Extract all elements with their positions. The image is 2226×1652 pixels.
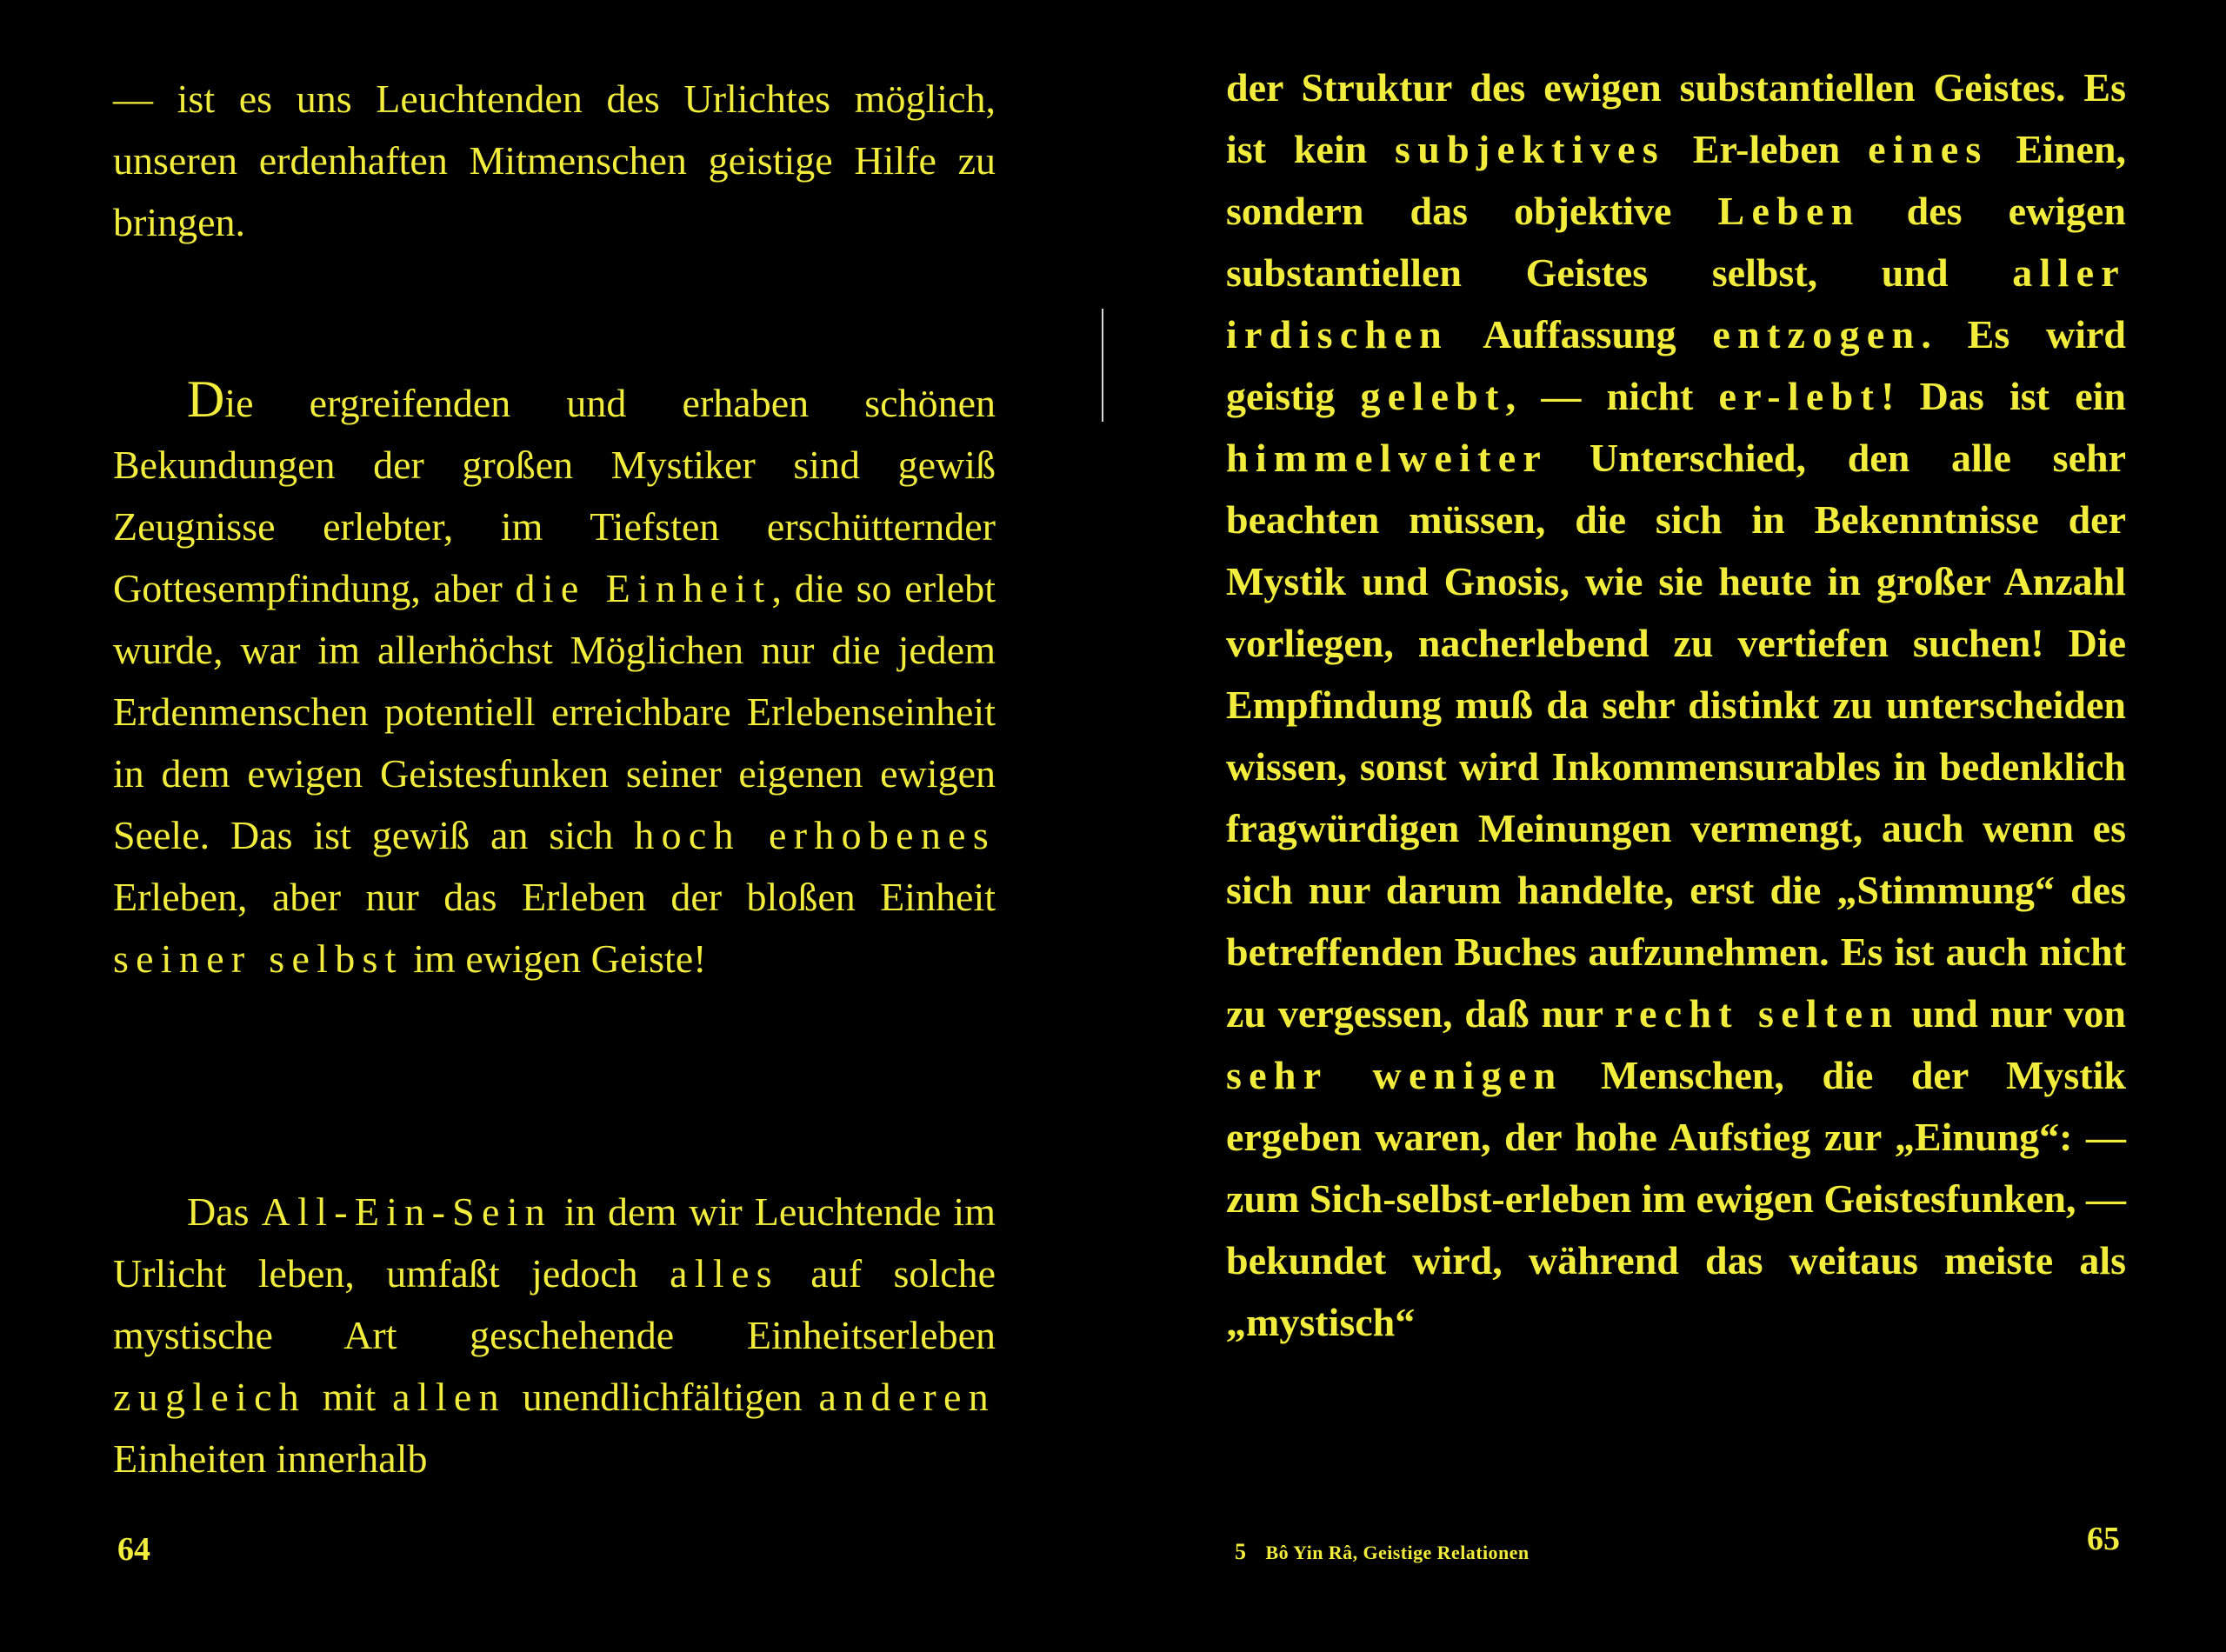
left-p2-spaced-3: seiner selbst [113, 936, 403, 981]
left-p2-spaced-1: die Einheit [515, 566, 772, 610]
right-paragraph-1-text [1226, 57, 2126, 1353]
right-p1-part-10: und nur von [1899, 991, 2126, 1036]
left-paragraph-2 [113, 372, 996, 989]
right-p1-part-9: Unterschied, den alle sehr beachten müssen, die sich in Bekenntnisse der Mystik und Gnosis, wie sie heute in großer Anzahl vorliegen, nacherlebend zu vertiefen suchen! Die Empfindung muß da sehr distinkt zu unterscheiden wissen, sonst wird Inkommensurables in bedenklich fragwürdigen Meinungen vermengt, auch wenn es sich nur darum handelte, erst die „Stimmung“ des betreffenden Buches aufzunehmen. Es ist auch nicht zu vergessen, daß nur [1226, 436, 2126, 1036]
right-p1-spaced-5: entzogen [1712, 312, 1922, 356]
left-paragraph-1 [113, 68, 996, 253]
right-p1-part-7: , — nicht [1505, 374, 1719, 418]
page-number-left: 64 [117, 1531, 150, 1568]
right-p1-spaced-7: er-lebt [1718, 374, 1882, 418]
left-paragraph-2-text [113, 372, 996, 989]
left-paragraph-3 [113, 1181, 996, 1489]
right-p1-part-6: . Es wird geistig [1226, 312, 2126, 418]
right-p1-spaced-3: Leben [1717, 189, 1861, 233]
signature-line [1235, 1539, 1530, 1565]
left-p2-part-2: , die so erlebt wurde, war im allerhöchst Möglichen nur die jedem Erdenmenschen potentiell erreichbare Erlebenseinheit in dem ewigen Geistesfunken seiner eigenen ewigen Seele. Das ist gewiß an sich [113, 566, 996, 857]
left-p2-part-1: ie ergreifenden und erhaben schönen Bekundungen der großen Mystiker sind gewiß Zeugnisse erlebter, im Tiefsten erschütternder Gottesempfindung, aber [113, 381, 996, 610]
left-p2-part-4: im ewigen Geiste! [403, 936, 707, 981]
right-p1-part-1: der Struktur des ewigen substantiellen Geistes. Es ist kein [1226, 65, 2126, 171]
right-p1-part-3: Einen, sondern das objektive [1226, 127, 2126, 233]
signature-number: 5 [1235, 1539, 1247, 1564]
left-p3-spaced-3: zugleich [113, 1375, 307, 1419]
right-p1-spaced-8: himmelweiter [1226, 436, 1549, 480]
right-p1-part-5: Auffassung [1448, 312, 1713, 356]
left-p3-part-1: Das [187, 1189, 262, 1234]
left-paragraph-3-text [113, 1181, 996, 1489]
right-p1-spaced-6: gelebt [1360, 374, 1506, 418]
right-p1-spaced-4: aller irdischen [1226, 250, 2126, 356]
signature-text: Bô Yin Râ, Geistige Relationen [1265, 1542, 1530, 1563]
left-paragraph-1-text: — ist es uns Leuchtenden des Urlichtes möglich, unseren erdenhaften Mitmenschen geistige Hilfe zu bringen. [113, 77, 996, 244]
left-p3-spaced-4: allen [392, 1375, 506, 1419]
right-p1-spaced-10: sehr wenigen [1226, 1053, 1563, 1097]
drop-cap-initial: D [187, 370, 225, 428]
left-p3-part-3: auf solche mystische Art geschehende Einheitserleben [113, 1251, 996, 1357]
right-p1-part-11: Menschen, die der Mystik ergeben waren, der hohe Aufstieg zur „Einung“: — zum Sich-selbst-erleben im ewigen Geistesfunken, — bekundet wird, während das weitaus meiste als „mystisch“ [1226, 1053, 2127, 1344]
left-p2-part-3: Erleben, aber nur das Erleben der bloßen Einheit [113, 875, 996, 919]
page-number-right: 65 [2087, 1521, 2120, 1557]
right-p1-spaced-1: subjektives [1395, 127, 1665, 171]
right-paragraph-1 [1226, 57, 2126, 1353]
gutter-mark [1102, 309, 1103, 422]
left-p3-spaced-2: alles [670, 1251, 779, 1296]
right-p1-spaced-9: recht selten [1615, 991, 1900, 1036]
right-p1-part-8: ! Das ist ein [1881, 374, 2126, 418]
left-p3-part-2: in dem wir Leuchtende im Urlicht leben, umfaßt jedoch [113, 1189, 996, 1296]
right-p1-part-4: des ewigen substantiellen Geistes selbst, und [1226, 189, 2126, 295]
left-p3-spaced-1: All-Ein-Sein [261, 1189, 553, 1234]
left-p3-part-4: mit [306, 1375, 393, 1419]
right-p1-part-2: Er-leben [1664, 127, 1869, 171]
left-p3-spaced-5: anderen [818, 1375, 996, 1419]
right-page [1122, 0, 2226, 1652]
left-page [0, 0, 1104, 1652]
left-p3-part-5: unendlichfältigen [505, 1375, 819, 1419]
left-p3-part-6: Einheiten innerhalb [113, 1436, 428, 1481]
right-p1-spaced-2: eines [1868, 127, 1989, 171]
left-p2-spaced-2: hoch erhobenes [634, 813, 996, 857]
